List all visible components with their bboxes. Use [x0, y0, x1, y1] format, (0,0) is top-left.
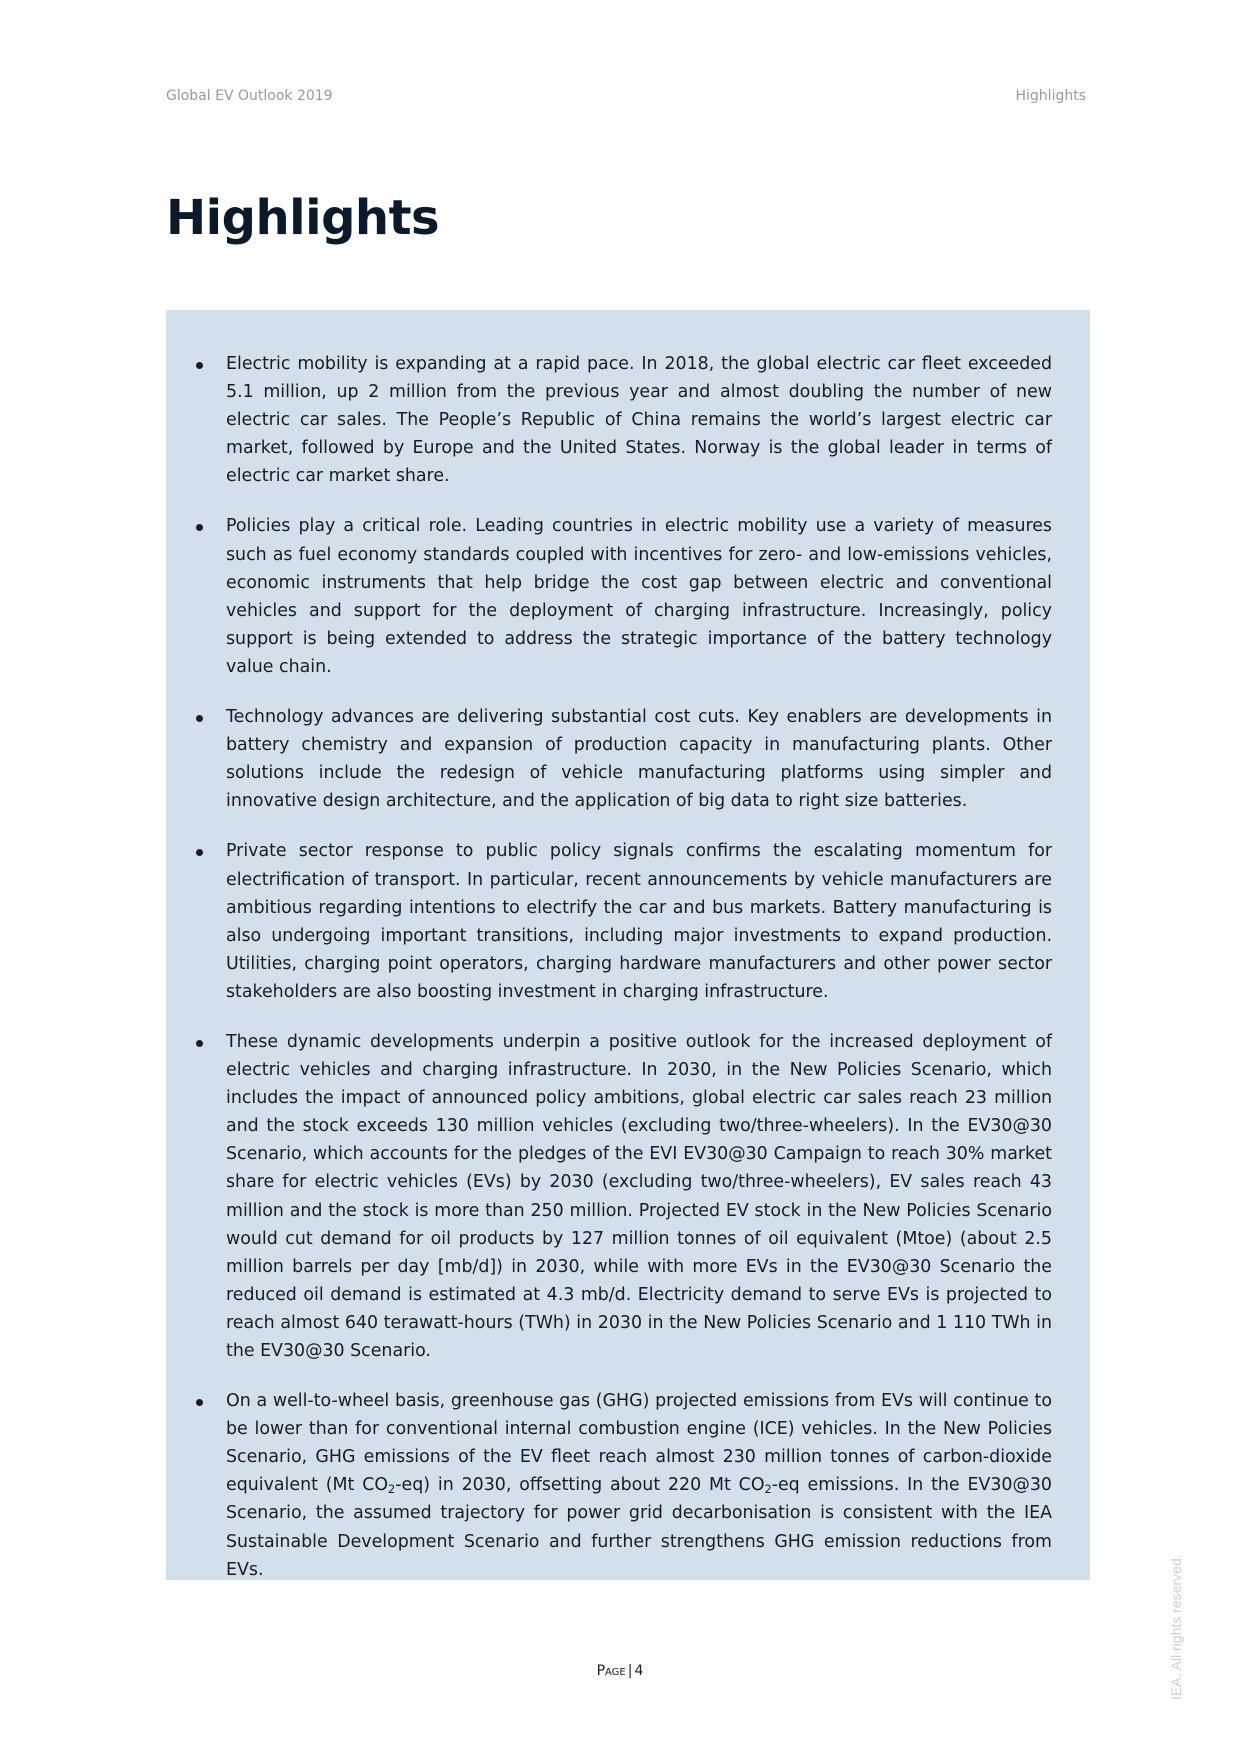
list-item	[194, 1387, 1052, 1584]
section-name: Highlights	[1015, 88, 1086, 104]
bullet-icon	[196, 1040, 203, 1047]
highlights-list	[194, 350, 1052, 1584]
subscript: 2	[388, 1483, 396, 1497]
bullet-text: Electric mobility is expanding at a rapid pace. In 2018, the global electric car fleet exceeded 5.1 million, up 2 million from the previous year and almost doubling the number of new electric car sales. The People’s Republic of China remains the world’s largest electric car market, followed by Europe and the United States. Norway is the global leader in terms of electric car market share.	[226, 354, 1052, 487]
bullet-icon	[196, 524, 203, 531]
highlights-box	[166, 310, 1090, 1580]
bullet-text: Private sector response to public policy signals confirms the escalating momentum for electrification of transport. In particular, recent announcements by vehicle manufacturers are ambitious regarding intentions to electrify the car and bus markets. Battery manufacturing is also undergoing important transitions, including major investments to expand production. Utilities, charging point operators, charging hardware manufacturers and other power sector stakeholders are also boosting investment in charging infrastructure.	[226, 841, 1052, 1002]
bullet-text	[226, 1391, 1052, 1580]
bullet-text-part: -eq emissions. In the EV30@30 Scenario, the assumed trajectory for power grid decarbonisation is consistent with the IEA Sustainable Development Scenario and further strengthens GHG emission reductions from EVs.	[226, 1475, 1052, 1580]
bullet-icon	[196, 1399, 203, 1406]
list-item	[194, 1028, 1052, 1365]
page-title: Highlights	[166, 190, 440, 246]
list-item	[194, 350, 1052, 490]
bullet-icon	[196, 362, 203, 369]
bullet-text: Technology advances are delivering substantial cost cuts. Key enablers are developments in battery chemistry and expansion of production capacity in manufacturing plants. Other solutions include the redesign of vehicle manufacturing platforms using simpler and innovative design architecture, and the application of big data to right size batteries.	[226, 707, 1052, 812]
subscript: 2	[764, 1483, 772, 1497]
page-label: Page	[596, 1663, 626, 1679]
page-footer	[0, 1663, 1240, 1679]
list-item	[194, 837, 1052, 1006]
bullet-text-part: On a well-to-wheel basis, greenhouse gas (GHG) projected emissions from EVs will continue to be lower than for conventional internal combustion engine (ICE) vehicles. In the New Policies Scenario, GHG emissions of the EV fleet reach almost 230 million tonnes of carbon-dioxide equivalent (Mt CO	[226, 1391, 1052, 1496]
page-separator: |	[627, 1663, 633, 1679]
copyright-watermark: IEA. All rights reserved.	[1168, 1554, 1184, 1700]
list-item	[194, 703, 1052, 815]
list-item	[194, 512, 1052, 681]
bullet-text-part: -eq) in 2030, offsetting about 220 Mt CO	[395, 1475, 765, 1496]
bullet-icon	[196, 849, 203, 856]
page-number: 4	[634, 1663, 644, 1679]
bullet-icon	[196, 715, 203, 722]
bullet-text: These dynamic developments underpin a positive outlook for the increased deployment of electric vehicles and charging infrastructure. In 2030, in the New Policies Scenario, which includes the impact of announced policy ambitions, global electric car sales reach 23 million and the stock exceeds 130 million vehicles (excluding two/three-wheelers). In the EV30@30 Scenario, which accounts for the pledges of the EVI EV30@30 Campaign to reach 30% market share for electric vehicles (EVs) by 2030 (excluding two/three-wheelers), EV sales reach 43 million and the stock is more than 250 million. Projected EV stock in the New Policies Scenario would cut demand for oil products by 127 million tonnes of oil equivalent (Mtoe) (about 2.5 million barrels per day [mb/d]) in 2030, while with more EVs in the EV30@30 Scenario the reduced oil demand is estimated at 4.3 mb/d. Electricity demand to serve EVs is projected to reach almost 640 terawatt-hours (TWh) in 2030 in the New Policies Scenario and 1 110 TWh in the EV30@30 Scenario.	[226, 1031, 1052, 1361]
bullet-text: Policies play a critical role. Leading countries in electric mobility use a variety of measures such as fuel economy standards coupled with incentives for zero- and low-emissions vehicles, economic instruments that help bridge the cost gap between electric and conventional vehicles and support for the deployment of charging infrastructure. Increasingly, policy support is being extended to address the strategic importance of the battery technology value chain.	[226, 516, 1052, 677]
running-header	[166, 88, 1086, 108]
document-title: Global EV Outlook 2019	[166, 88, 333, 104]
